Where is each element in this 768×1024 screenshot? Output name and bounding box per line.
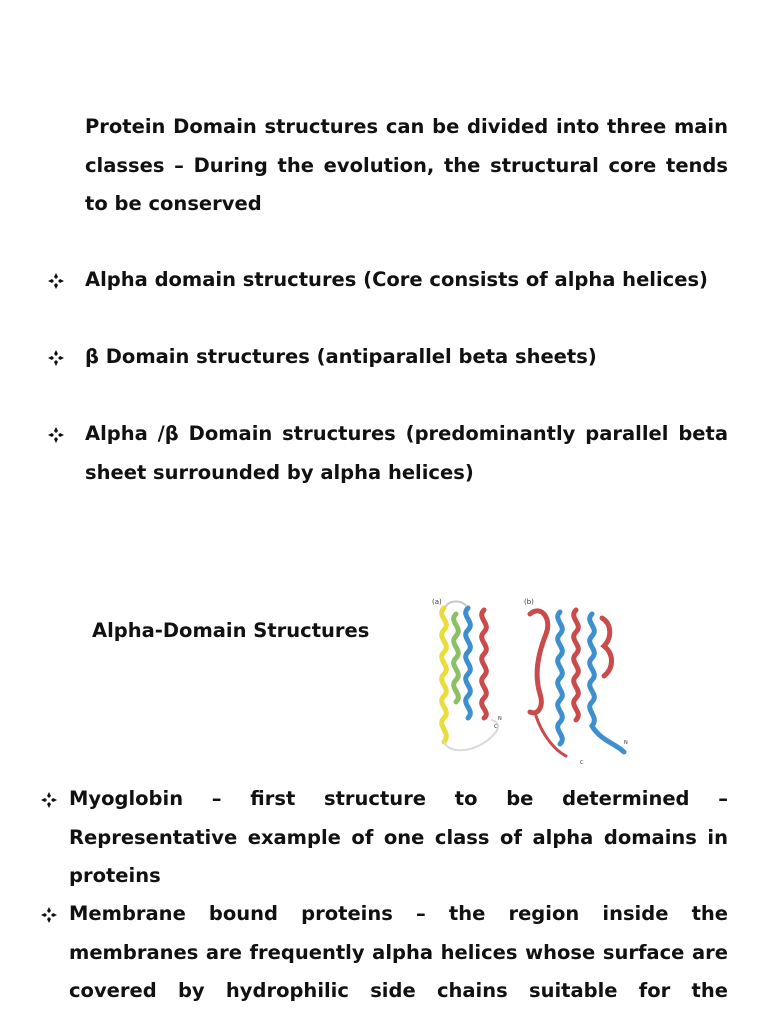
example-membrane-proteins: Membrane bound proteins – the region inside the membranes are frequently alpha helices whose surface are covered by hydrophilic side chains suitable for the xyxy=(69,902,728,1002)
figure-label-a: (a) xyxy=(432,598,442,606)
c-terminus-right: C xyxy=(580,760,584,766)
globin-fold xyxy=(530,610,624,756)
diamond-bullet-icon xyxy=(40,791,58,809)
diamond-bullet-icon xyxy=(47,349,65,367)
diamond-bullet-icon xyxy=(47,426,65,444)
diamond-bullet-icon xyxy=(47,272,65,290)
n-terminus-left: N xyxy=(498,716,502,722)
four-helix-bundle xyxy=(442,602,498,751)
protein-ribbon-figure xyxy=(426,594,636,770)
example-myoglobin: Myoglobin – first structure to be determined – Representative example of one class of alpha domains in proteins xyxy=(69,787,728,887)
class-item-alpha: Alpha domain structures (Core consists of alpha helices) xyxy=(85,268,708,291)
c-terminus-left: C xyxy=(494,724,498,730)
intro-paragraph: Protein Domain structures can be divided into three main classes – During the evolution, the structural core tends to be conserved xyxy=(85,115,728,215)
figure-label-b: (b) xyxy=(524,598,534,606)
class-item-beta: β Domain structures (antiparallel beta sheets) xyxy=(85,345,597,368)
diamond-bullet-icon xyxy=(40,906,58,924)
section-heading: Alpha-Domain Structures xyxy=(92,619,370,642)
class-item-alpha-beta: Alpha /β Domain structures (predominantly parallel beta sheet surrounded by alpha helices) xyxy=(85,422,728,484)
n-terminus-right: N xyxy=(624,740,628,746)
